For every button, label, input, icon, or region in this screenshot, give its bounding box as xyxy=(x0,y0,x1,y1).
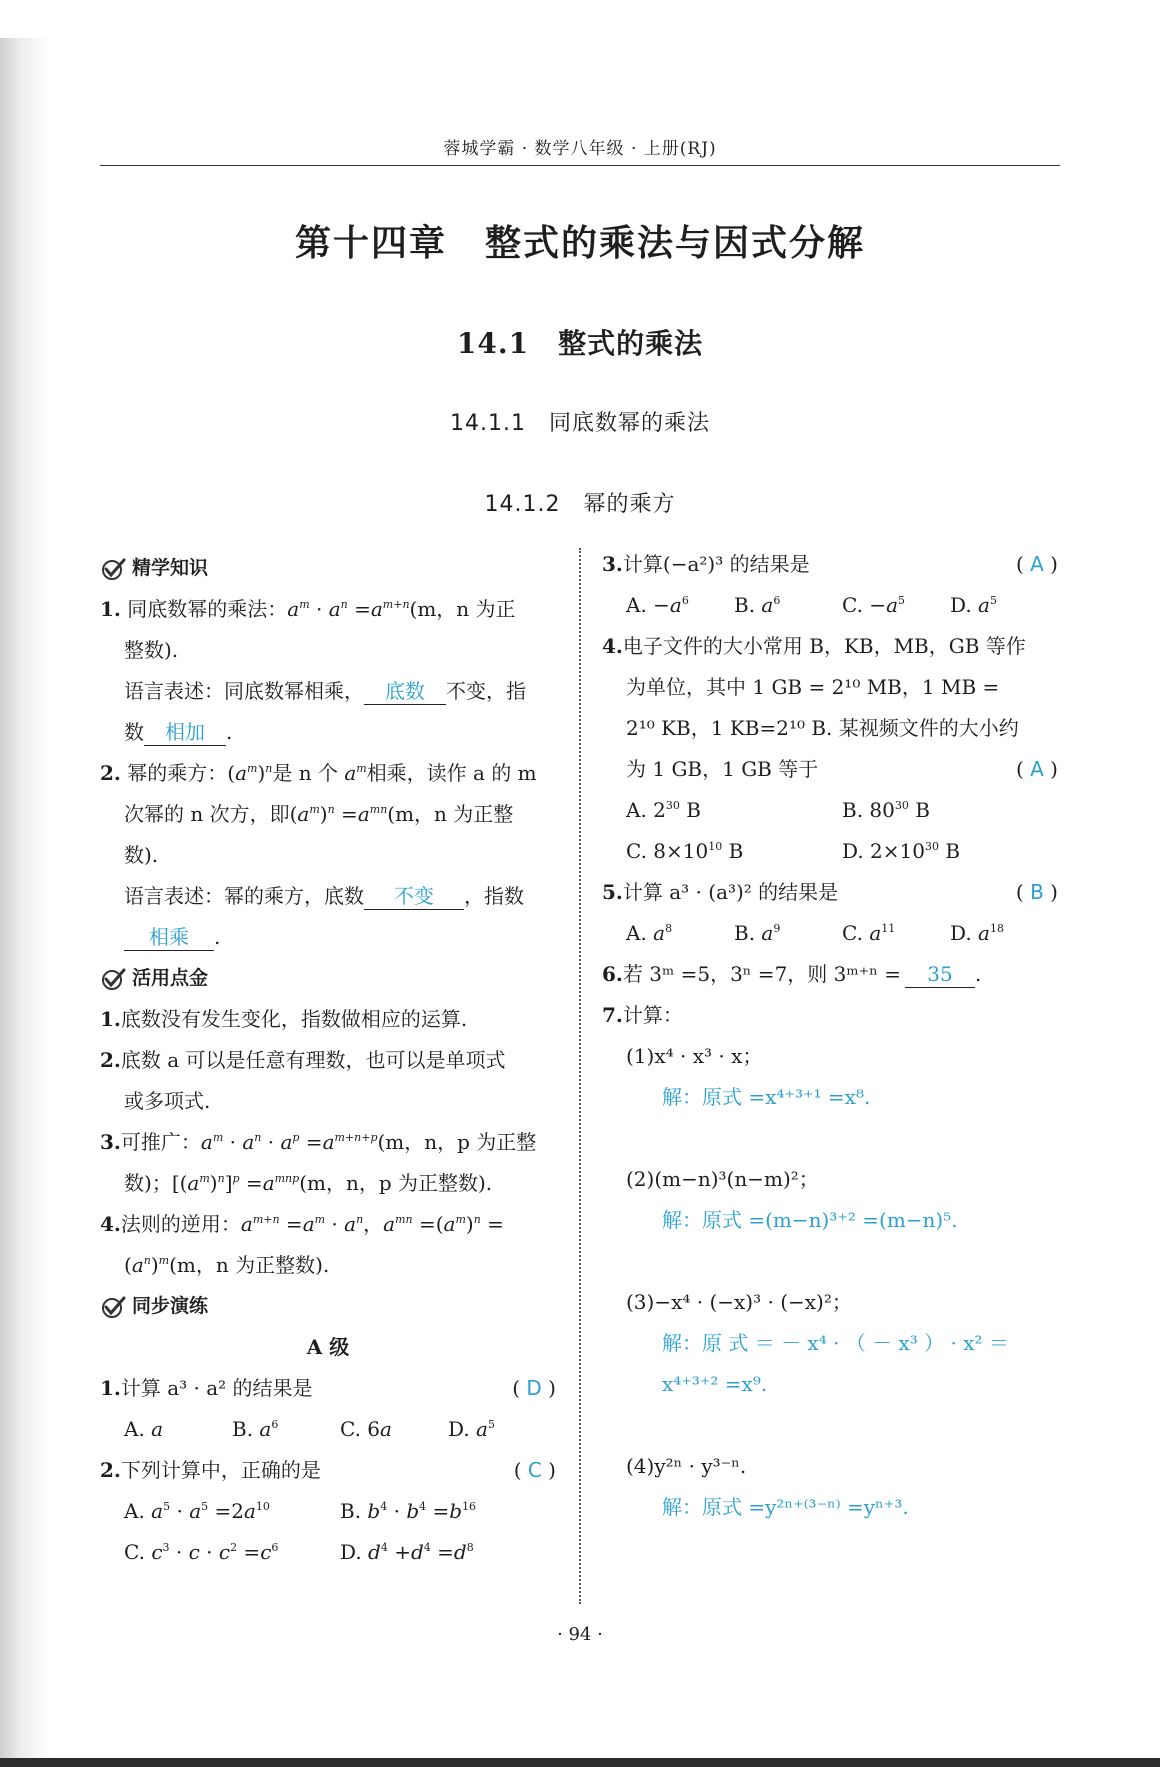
section-head-label: 活用点金 xyxy=(132,967,209,989)
section-title: 14.1 整式的乘法 xyxy=(456,327,704,360)
chapter-title: 第十四章 整式的乘法与因式分解 xyxy=(294,223,865,264)
knowledge-1-line-2: 整数). xyxy=(124,638,179,662)
knowledge-2-line-3: 数). xyxy=(124,843,159,867)
answer-1: D xyxy=(526,1376,542,1400)
question-1: 1.计算 a³ · a² 的结果是 ( D ) xyxy=(100,1368,556,1409)
knowledge-2-line-2: 次幂的 n 次方，即$(a^m)^n =a^{mn}(m$，n 为正整 xyxy=(124,802,514,826)
level-label: A 级 xyxy=(306,1335,350,1359)
knowledge-2-line-4: 语言表述：幂的乘方，底数 不变 ，指数 xyxy=(124,884,524,908)
fill-blank-3: 不变 xyxy=(364,883,464,910)
running-header: 蓉城学霸 · 数学八年级 · 上册(RJ) xyxy=(443,139,717,159)
question-2-options-cd: C. $c^3 \cdot c \cdot c^2 =c^6$ D. $d^4 +d^4 =d^8$ xyxy=(124,1540,474,1564)
checkmark-icon xyxy=(100,1294,126,1320)
q7-solution-4: 解：原式 =y²ⁿ⁺⁽³⁻ⁿ⁾ =yⁿ⁺³. xyxy=(662,1495,909,1519)
fill-blank-1: 底数 xyxy=(364,678,446,705)
subsection-title-1: 14.1.1 同底数幂的乘法 xyxy=(450,411,710,436)
q7-solution-3-cont: x⁴⁺³⁺² =x⁹. xyxy=(662,1372,768,1396)
q7-part-1: (1)x⁴ · x³ · x； xyxy=(626,1044,763,1068)
question-2: 2.下列计算中，正确的是 ( C ) xyxy=(100,1450,556,1491)
q7-solution-3: 解：原 式 ＝ － x⁴ · （ － x³ ） · x² ＝ xyxy=(662,1331,1009,1355)
tip-3: 3.可推广：$a^m \cdot a^n \cdot a^p =a^{m+n+p}(m$，n，p 为正整 xyxy=(100,1130,537,1154)
tip-2: 2.底数 a 可以是任意有理数，也可以是单项式 xyxy=(100,1048,506,1072)
question-5: 5.计算 a³ · (a³)² 的结果是 ( B ) xyxy=(602,872,1058,913)
question-6: 6.若 3ᵐ =5，3ⁿ =7，则 3ᵐ⁺ⁿ = 35 . xyxy=(602,962,982,986)
question-7: 7.计算： xyxy=(602,1003,683,1027)
knowledge-1-line-4: 数 相加 . xyxy=(124,720,233,744)
answer-bracket: ( B ) xyxy=(1015,880,1058,904)
q7-part-2: (2)(m−n)³(n−m)²； xyxy=(626,1167,819,1191)
q7-solution-1: 解：原式 =x⁴⁺³⁺¹ =x⁸. xyxy=(662,1085,871,1109)
answer-bracket: ( A ) xyxy=(1015,552,1058,576)
knowledge-2-line-1: 2. 幂的乘方：$(a^m)^n$是 n 个 $a^m$相乘，读作 a 的 m xyxy=(100,761,537,785)
answer-4: A xyxy=(1030,757,1044,781)
left-column xyxy=(100,548,556,1573)
answer-bracket: ( C ) xyxy=(513,1458,556,1482)
tip-2-cont: 或多项式. xyxy=(124,1089,211,1113)
question-4-options-cd: C. $8\times 10^{10}$ B D. $2\times 10^{30}$ B xyxy=(626,839,961,863)
question-3: 3.计算(−a²)³ 的结果是 ( A ) xyxy=(602,544,1058,585)
knowledge-2-line-5: 相乘 . xyxy=(100,917,556,958)
section-head-knowledge xyxy=(100,548,556,589)
section-head-tips xyxy=(100,958,556,999)
checkmark-icon xyxy=(100,556,126,582)
question-4-line-4: 为 1 GB，1 GB 等于 ( A ) xyxy=(602,749,1058,790)
question-4: 4.电子文件的大小常用 B，KB，MB，GB 等作 xyxy=(602,634,1026,658)
page-edge-shadow xyxy=(0,38,50,1758)
fill-blank-5: 35 xyxy=(905,961,975,988)
answer-3: A xyxy=(1030,552,1044,576)
bottom-bar xyxy=(0,1758,1160,1767)
section-head-label: 精学知识 xyxy=(132,557,209,579)
tip-3-cont: 数)；$[(a^m)^n]^p =a^{mnp}(m$，n，p 为正整数). xyxy=(124,1171,493,1195)
section-head-label: 同步演练 xyxy=(132,1295,209,1317)
question-3-options: A. $-a^6$ B. $a^6$ C. $-a^5$ D. $a^5$ xyxy=(626,593,997,617)
subsection-title-2: 14.1.2 幂的乘方 xyxy=(484,492,676,517)
question-4-options-ab: A. $2^{30}$ B B. $80^{30}$ B xyxy=(626,798,930,822)
fill-blank-4: 相乘 xyxy=(124,924,214,951)
q7-solution-2: 解：原式 =(m−n)³⁺² =(m−n)⁵. xyxy=(662,1208,958,1232)
tip-1: 1.底数没有发生变化，指数做相应的运算. xyxy=(100,1007,468,1031)
knowledge-1-line-1: 1. 同底数幂的乘法：$a^m \cdot a^n =a^{m+n}(m$，n 为正 xyxy=(100,597,516,621)
question-1-options: A. a B. $a^6$ C. 6a D. $a^5$ xyxy=(124,1417,495,1441)
tip-4-cont: $(a^n)^m(m$，n 为正整数). xyxy=(124,1253,330,1277)
right-column xyxy=(602,544,1058,1528)
question-4-line-2: 为单位，其中 1 GB = 2¹⁰ MB，1 MB = xyxy=(626,675,1000,699)
page-number: · 94 · xyxy=(557,1624,603,1645)
fill-blank-2: 相加 xyxy=(144,719,226,746)
header-rule xyxy=(100,165,1060,166)
answer-5: B xyxy=(1030,880,1044,904)
tip-4: 4.法则的逆用：$a^{m+n} =a^m \cdot a^n$，$a^{mn} =(a^m)^n$ = xyxy=(100,1212,504,1236)
answer-2: C xyxy=(527,1458,542,1482)
knowledge-1-line-3: 语言表述：同底数幂相乘， 底数 不变，指 xyxy=(124,679,526,703)
q7-part-3: (3)−x⁴ · (−x)³ · (−x)²； xyxy=(626,1290,852,1314)
checkmark-icon xyxy=(100,966,126,992)
question-4-line-3: 2¹⁰ KB，1 KB=2¹⁰ B. 某视频文件的大小约 xyxy=(626,716,1019,740)
question-5-options: A. $a^8$ B. $a^9$ C. $a^{11}$ D. $a^{18}$ xyxy=(626,921,1004,945)
q7-part-4: (4)y²ⁿ · y³⁻ⁿ. xyxy=(626,1454,747,1478)
answer-bracket: ( A ) xyxy=(1015,757,1058,781)
column-divider xyxy=(579,548,581,1604)
question-2-options-ab: A. $a^5 \cdot a^5 =2a^{10}$ B. $b^4 \cdot b^4 =b^{16}$ xyxy=(124,1499,477,1523)
section-head-practice xyxy=(100,1286,556,1327)
answer-bracket: ( D ) xyxy=(512,1376,556,1400)
